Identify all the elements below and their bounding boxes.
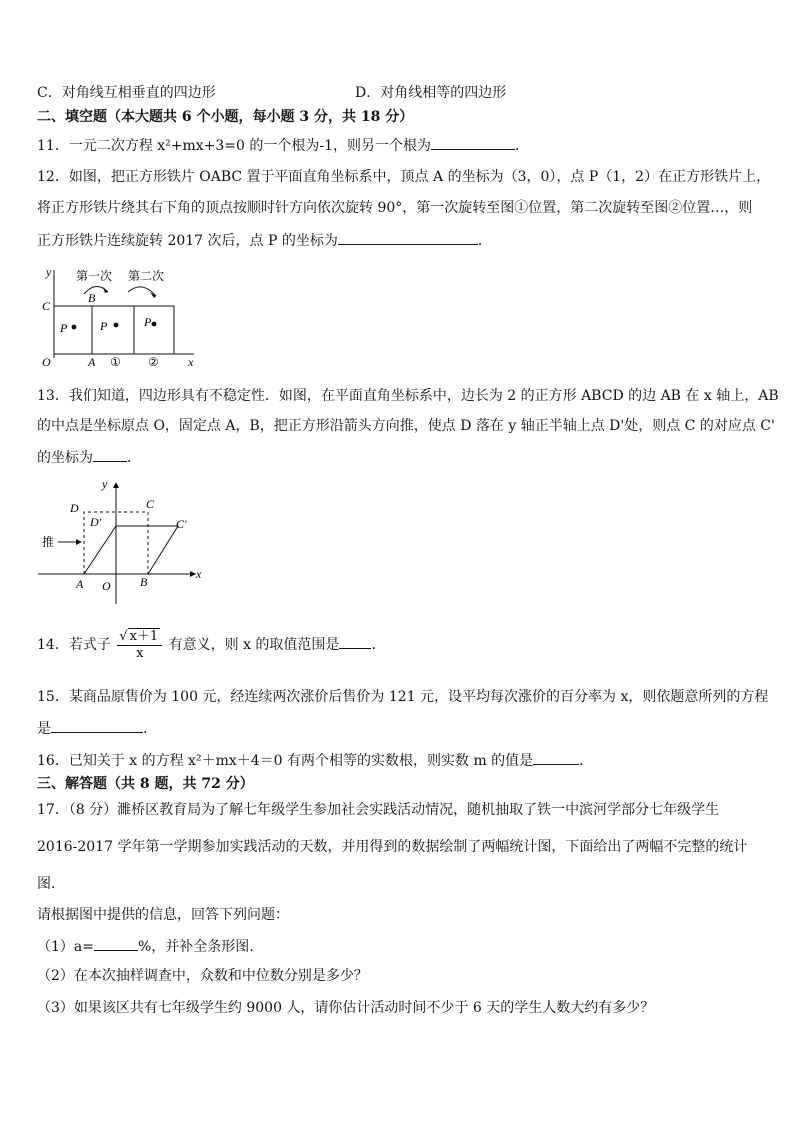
x-axis-label: x: [196, 567, 202, 581]
push-label: 推: [42, 535, 55, 549]
point-p-2: [114, 323, 119, 328]
label-c-prime: C': [176, 517, 187, 531]
question-15-line-1: 15．某商品原售价为 100 元，经连续两次涨价后售价为 121 元，设平均每次涨价的百分率为 x，则依题意所列的方程: [37, 689, 769, 705]
question-17-sub-1: （1）a= %，并补全条形图．: [37, 936, 764, 956]
label-c: C: [42, 299, 51, 313]
label-c: C: [146, 497, 155, 511]
answer-blank[interactable]: [431, 135, 515, 150]
answer-blank[interactable]: [338, 230, 478, 245]
question-17-line-2: 2016-2017 学年第一学期参加实践活动的天数，并用得到的数据绘制了两幅统计图，下面给出了两幅不完整的统计: [37, 839, 748, 855]
arrow-head-icon: [76, 539, 82, 545]
arrow-head-icon: [103, 287, 108, 293]
fraction-expression: $\frac{√ x+1}{x}$: [117, 629, 162, 662]
section-2-title: 二、填空题（本大题共 6 个小题，每小题 3 分，共 18 分）: [37, 109, 414, 125]
position-1-label: ①: [110, 355, 121, 366]
q13-parallelogram-figure: [36, 474, 208, 606]
label-d: D: [70, 501, 79, 515]
answer-blank[interactable]: [51, 718, 143, 733]
y-axis-label: y: [46, 265, 52, 279]
first-rotation-label: 第一次: [76, 269, 113, 283]
label-o: O: [102, 579, 111, 593]
label-a: A: [76, 577, 84, 591]
section-3-title: 三、解答题（共 8 题，共 72 分）: [37, 776, 254, 792]
question-14: 14．若式子 $\frac{√ x+1}{x}$ 有意义，则 x 的取值范围是 ．: [37, 628, 386, 661]
question-13-line-1: 13．我们知道，四边形具有不稳定性．如图，在平面直角坐标系中，边长为 2 的正方形 ABCD 的边 AB 在 x 轴上，AB: [37, 388, 779, 404]
answer-blank[interactable]: [339, 634, 371, 649]
question-12-line-2: 将正方形铁片绕其右下角的顶点按顺时针方向依次旋转 90°，第一次旋转至图①位置，第二次旋转至图②位置…，则: [37, 200, 753, 216]
second-rotation-label: 第二次: [128, 269, 165, 283]
label-p-3: P: [144, 315, 152, 329]
question-15-line-2: 是 ．: [37, 718, 764, 738]
y-axis-label: y: [102, 477, 108, 491]
question-13-line-2: 的中点是坐标原点 O，固定点 A，B，把正方形沿箭头方向推，使点 D 落在 y 轴正半轴上点 D'处，则点 C 的对应点 C': [37, 418, 775, 434]
arrow-head-icon: [113, 482, 119, 488]
square-position-2: [134, 306, 174, 354]
options-row: [37, 84, 764, 102]
question-13-line-3: 的坐标为 ．: [37, 447, 764, 467]
origin-label: O: [42, 355, 51, 366]
position-2-label: ②: [148, 355, 159, 366]
parallelogram: [84, 526, 178, 574]
label-b: B: [88, 291, 96, 305]
q12-rotation-figure: [36, 262, 206, 366]
answer-blank[interactable]: [94, 936, 138, 951]
question-17-line-3: 图．: [37, 876, 65, 892]
x-axis-label: x: [188, 355, 194, 366]
question-17-sub-2: （2）在本次抽样调查中，众数和中位数分别是多少？: [37, 968, 368, 984]
question-17-line-1: 17．（8 分）濉桥区教育局为了解七年级学生参加社会实践活动情况，随机抽取了铁一中滨河学部分七年级学生: [37, 802, 720, 818]
question-16: 16．已知关于 x 的方程 x²＋mx＋4＝0 有两个相等的实数根，则实数 m 的值是 ．: [37, 750, 764, 770]
answer-blank[interactable]: [533, 750, 579, 765]
point-p-3: [152, 322, 157, 327]
question-12-line-3: 正方形铁片连续旋转 2017 次后，点 P 的坐标为 ．: [37, 230, 764, 250]
answer-blank[interactable]: [93, 447, 127, 462]
label-p-2: P: [100, 319, 108, 333]
label-d-prime: D': [90, 515, 102, 529]
question-11: 11．一元二次方程 x²+mx+3=0 的一个根为-1，则另一个根为 ．: [37, 135, 764, 155]
question-17-sub-3: （3）如果该区共有七年级学生约 9000 人，请你估计活动时间不少于 6 天的学生人数大约有多少？: [37, 1000, 655, 1016]
point-p-1: [72, 325, 77, 330]
label-p-1: P: [60, 321, 68, 335]
question-12-line-1: 12．如图，把正方形铁片 OABC 置于平面直角坐标系中，顶点 A 的坐标为（3，0），点 P（1，2）在正方形铁片上，: [37, 169, 771, 185]
square-position-1: [92, 306, 134, 354]
label-a: A: [88, 355, 96, 366]
option-d: D．对角线相等的四边形: [355, 85, 507, 101]
label-b: B: [140, 575, 148, 589]
question-17-intro: 请根据图中提供的信息，回答下列问题：: [37, 907, 289, 923]
option-c: C．对角线互相垂直的四边形: [37, 85, 216, 101]
